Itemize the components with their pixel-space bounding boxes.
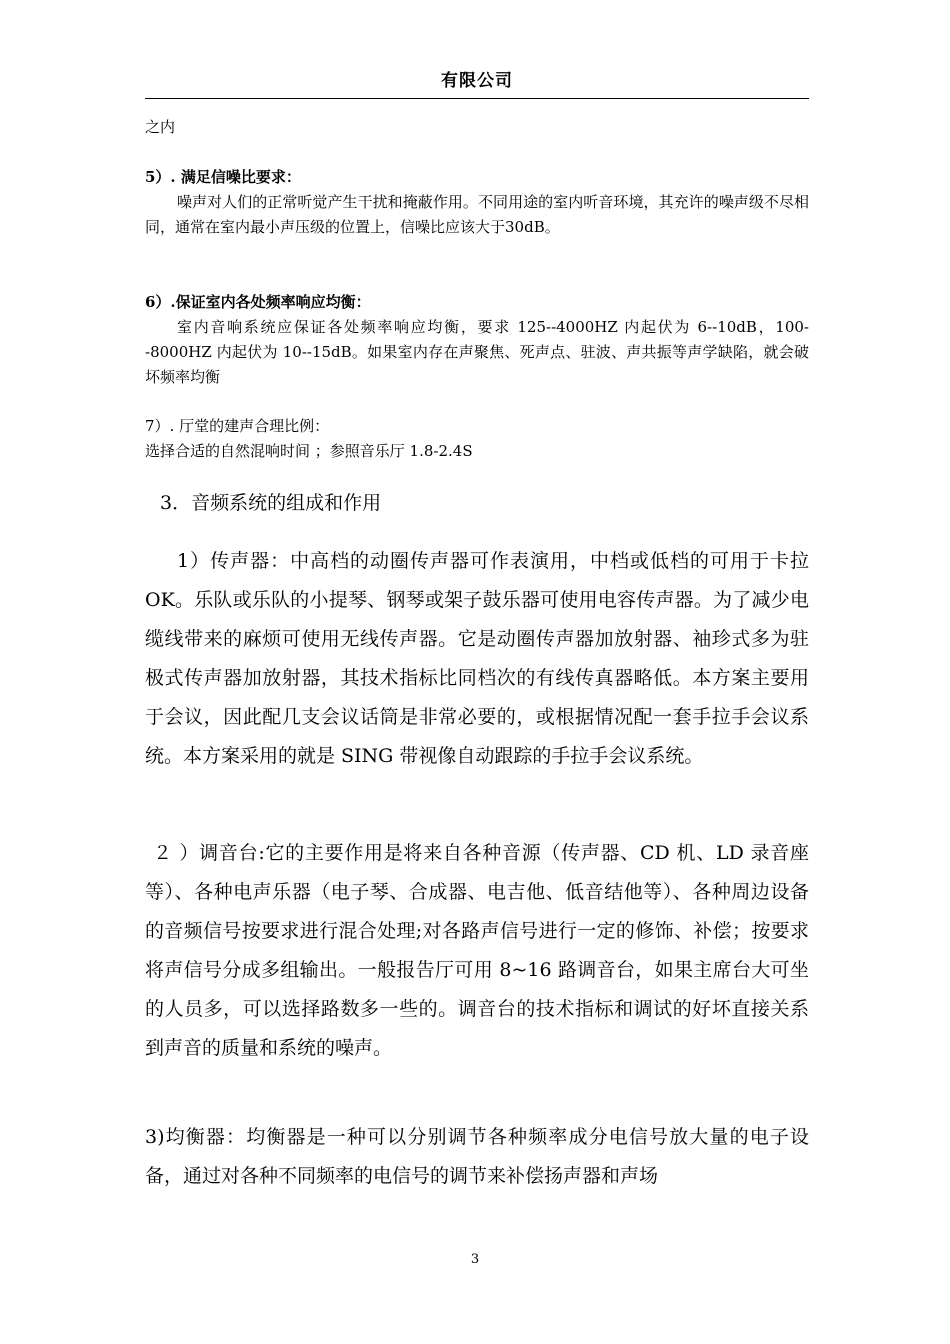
section-6: [145, 290, 809, 390]
mixer-paragraph: ２ ）调音台:它的主要作用是将来自各种音源（传声器、CD 机、LD 录音座等）、各种电声乐器（电子琴、合成器、电吉他、低音结他等）、各种周边设备的音频信号按要求进行混合处理;对各路声信号进行一定的修饰、补偿；按要求将声信号分成多组输出。一般报告厅可用 8~16 路调音台，如果主席台大可坐的人员多，可以选择路数多一些的。调音台的技术指标和调试的好坏直接关系到声音的质量和系统的噪声。: [145, 842, 809, 1059]
page-header: [145, 64, 809, 99]
top-continuation: 之内: [145, 118, 176, 136]
section-6-heading: 6）.保证室内各处频率响应均衡：: [145, 293, 371, 311]
section-6-body: 室内音响系统应保证各处频率响应均衡，要求 125--4000HZ 内起伏为 6--10dB，100--8000HZ 内起伏为 10--15dB。如果室内存在声聚焦、死声点、驻波、声共振等声学缺陷，就会破坏频率均衡: [145, 318, 809, 386]
equalizer-paragraph: 3)均衡器：均衡器是一种可以分别调节各种频率成分电信号放大量的电子设备，通过对各种不同频率的电信号的调节来补偿扬声器和声场: [145, 1126, 809, 1187]
section-7-heading: 7）. 厅堂的建声合理比例：: [145, 417, 330, 435]
section-7: [145, 414, 809, 464]
page-number: 3: [470, 1252, 480, 1267]
section-3-title: 3．音频系统的组成和作用: [160, 492, 382, 514]
company-name: 有限公司: [441, 71, 513, 91]
section-5-body: 噪声对人们的正常听觉产生干扰和掩蔽作用。不同用途的室内听音环境，其充许的噪声级不尽相同，通常在室内最小声压级的位置上，信噪比应该大于30dB。: [145, 193, 809, 236]
microphone-paragraph: 1）传声器：中高档的动圈传声器可作表演用，中档或低档的可用于卡拉 OK。乐队或乐队的小提琴、钢琴或架子鼓乐器可使用电容传声器。为了减少电缆线带来的麻烦可使用无线传声器。它是动圈传声器加放射器、袖珍式多为驻极式传声器加放射器，其技术指标比同档次的有线传真器略低。本方案主要用于会议，因此配几支会议话筒是非常必要的，或根据情况配一套手拉手会议系统。本方案采用的就是 SING 带视像自动跟踪的手拉手会议系统。: [145, 550, 809, 767]
section-5: [145, 165, 809, 240]
section-7-body: 选择合适的自然混响时间 ；参照音乐厅 1.8-2.4S: [145, 442, 473, 460]
section-5-heading: 5）. 满足信噪比要求：: [145, 168, 301, 186]
